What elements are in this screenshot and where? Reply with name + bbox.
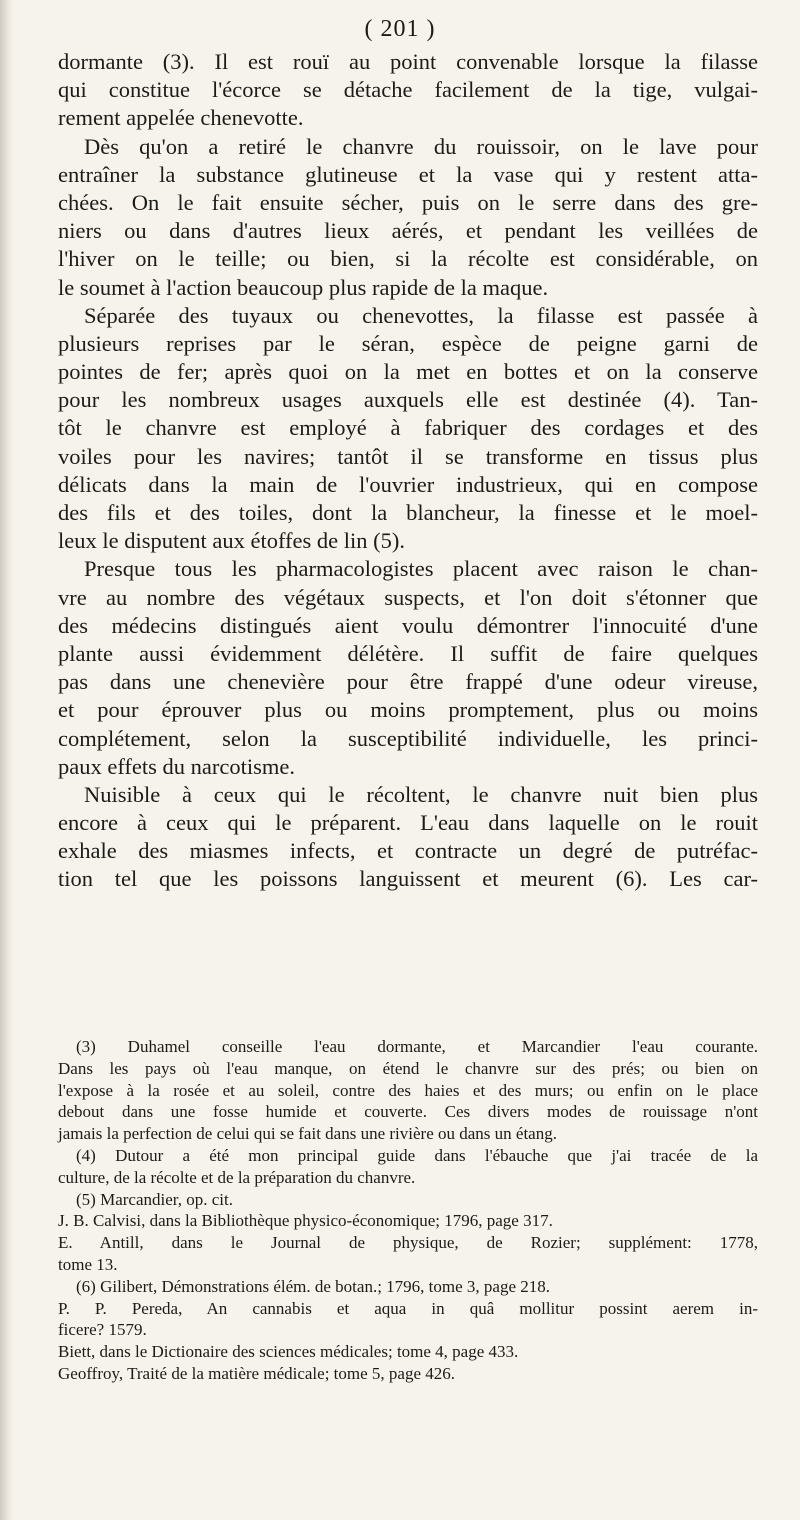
text-line: voiles pour les navires; tantôt il se transforme en tissus plus bbox=[58, 443, 758, 469]
text-line: plusieurs reprises par le séran, espèce de peigne garni de bbox=[58, 330, 758, 356]
text-line: entraîner la substance glutineuse et la vase qui y restent atta- bbox=[58, 161, 758, 187]
text-line: paux effets du narcotisme. bbox=[58, 753, 296, 779]
text-line: délicats dans la main de l'ouvrier industrieux, qui en compose bbox=[58, 471, 758, 497]
text-line: leux le disputent aux étoffes de lin (5). bbox=[58, 528, 405, 554]
text-line: dormante (3). Il est rouï au point convenable lorsque la filasse bbox=[58, 49, 758, 74]
footnote-line: Dans les pays où l'eau manque, on étend le chanvre sur des prés; ou bien on bbox=[58, 1058, 758, 1078]
text-line: le soumet à l'action beaucoup plus rapide de la maque. bbox=[58, 274, 549, 300]
footnote-line: P. P. Pereda, An cannabis et aqua in quâ mollitur possint aerem in- bbox=[58, 1298, 758, 1318]
text-line: pas dans une chenevière pour être frappé d'une odeur vireuse, bbox=[58, 669, 758, 695]
footnote-line: Biett, dans le Dictionaire des sciences médicales; tome 4, page 433. bbox=[58, 1342, 519, 1362]
page-edge-shadow bbox=[0, 0, 14, 1520]
footnote-line: culture, de la récolte et de la préparation du chanvre. bbox=[58, 1167, 416, 1187]
main-text bbox=[58, 48, 758, 894]
footnote-line: l'expose à la rosée et au soleil, contre des haies et des murs; ou enfin on le place bbox=[58, 1080, 758, 1100]
footnote-line: tome 13. bbox=[58, 1254, 118, 1274]
text-line: qui constitue l'écorce se détache facilement de la tige, vulgai- bbox=[58, 77, 758, 103]
text-line: Dès qu'on a retiré le chanvre du rouissoir, on le lave pour bbox=[84, 133, 758, 159]
text-line: encore à ceux qui le préparent. L'eau dans laquelle on le rouit bbox=[58, 810, 758, 836]
text-line: Séparée des tuyaux ou chenevottes, la filasse est passée à bbox=[84, 302, 758, 328]
text-line: des fils et des toiles, dont la blancheur, la finesse et le moel- bbox=[58, 500, 758, 525]
text-line: des médecins distingués aient voulu démontrer l'innocuité d'une bbox=[58, 612, 758, 638]
page-number: ( 201 ) bbox=[364, 16, 436, 42]
text-line: rement appelée chenevotte. bbox=[58, 105, 304, 131]
footnote-line: ficere? 1579. bbox=[58, 1320, 147, 1340]
footnote-line: jamais la perfection de celui qui se fait dans une rivière ou dans un étang. bbox=[58, 1124, 557, 1144]
footnotes bbox=[58, 1036, 758, 1385]
text-line: et pour éprouver plus ou moins promptement, plus ou moins bbox=[58, 697, 758, 723]
footnote-line: (4) Dutour a été mon principal guide dans l'ébauche que j'ai tracée de la bbox=[76, 1145, 758, 1165]
text-line: chées. On le fait ensuite sécher, puis on le serre dans des gre- bbox=[58, 189, 758, 215]
text-line: Presque tous les pharmacologistes placent avec raison le chan- bbox=[84, 556, 758, 582]
footnote-line: J. B. Calvisi, dans la Bibliothèque physico-économique; 1796, page 317. bbox=[58, 1211, 553, 1231]
footnote-line: E. Antill, dans le Journal de physique, de Rozier; supplément: 1778, bbox=[58, 1233, 758, 1253]
text-line: vre au nombre des végétaux suspects, et l'on doit s'étonner que bbox=[58, 584, 758, 610]
text-line: exhale des miasmes infects, et contracte un degré de putréfac- bbox=[58, 838, 758, 864]
footnote-line: (3) Duhamel conseille l'eau dormante, et Marcandier l'eau courante. bbox=[76, 1037, 758, 1056]
text-line: pointes de fer; après quoi on la met en bottes et on la conserve bbox=[58, 359, 758, 385]
text-line: Nuisible à ceux qui le récoltent, le chanvre nuit bien plus bbox=[84, 781, 758, 807]
text-line: plante aussi évidemment délétère. Il suffit de faire quelques bbox=[58, 640, 758, 666]
footnote-line: Geoffroy, Traité de la matière médicale; tome 5, page 426. bbox=[58, 1363, 456, 1383]
footnote-line: (6) Gilibert, Démonstrations élém. de botan.; 1796, tome 3, page 218. bbox=[76, 1276, 551, 1296]
text-line: tôt le chanvre est employé à fabriquer des cordages et des bbox=[58, 415, 758, 441]
footnote-line: (5) Marcandier, op. cit. bbox=[76, 1189, 233, 1209]
text-line: l'hiver on le teille; ou bien, si la récolte est considérable, on bbox=[58, 246, 758, 272]
text-line: pour les nombreux usages auxquels elle est destinée (4). Tan- bbox=[58, 387, 758, 413]
footnote-line: debout dans une fosse humide et couverte. Ces divers modes de rouissage n'ont bbox=[58, 1102, 758, 1122]
text-line: complétement, selon la susceptibilité individuelle, les princi- bbox=[58, 725, 758, 751]
text-line: tion tel que les poissons languissent et meurent (6). Les car- bbox=[58, 866, 758, 892]
text-line: niers ou dans d'autres lieux aérés, et pendant les veillées de bbox=[58, 218, 758, 244]
